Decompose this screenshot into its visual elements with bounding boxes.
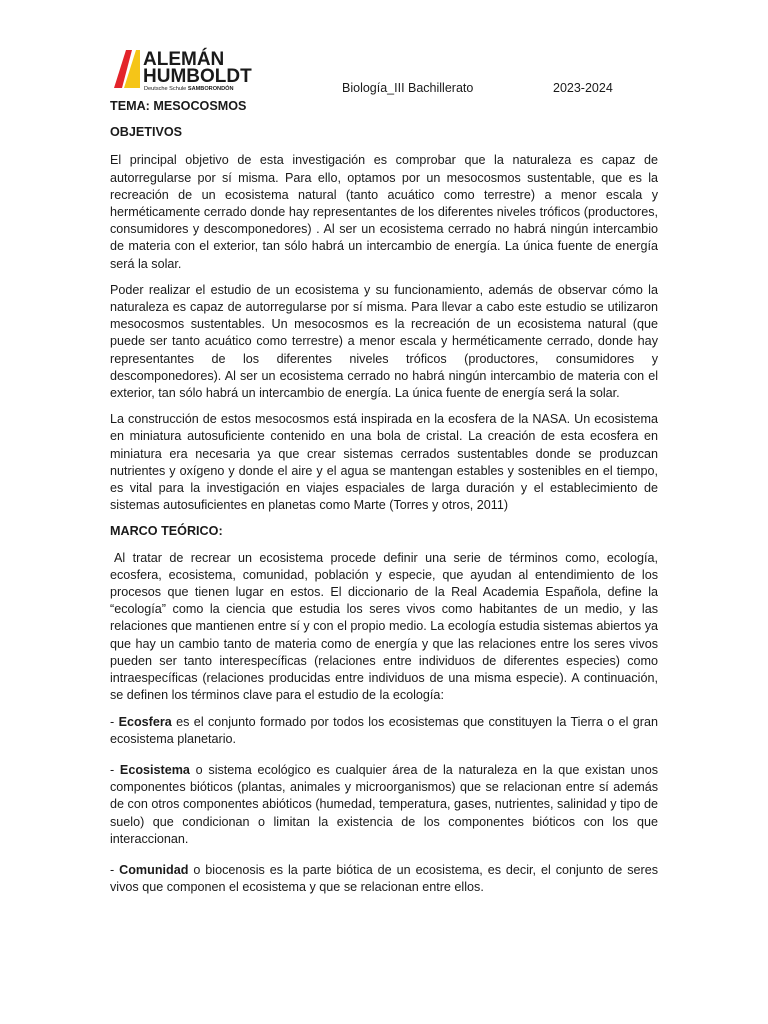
logo-tagline-b: SAMBORONDÓN — [187, 86, 234, 92]
header-subject: Biología_III Bachillerato — [342, 81, 474, 95]
definition-term: Ecosistema — [119, 762, 190, 777]
definition-comunidad — [110, 862, 658, 896]
definition-text: es el conjunto formado por todos los ecosistemas que constituyen la Tierra o el gran ecosistema planetario. — [110, 714, 658, 746]
definition-ecosistema — [110, 762, 658, 848]
definition-text: o sistema ecológico es cualquier área de la naturaleza en la que existan unos componentes bióticos (plantas, animales y microorganismos) que se relacionan entre sí además de con otros componentes abióticos (humedad, temperatura, gases, nutrientes, salinidad y tipo de suelo) que condicionan o limitan la existencia de los componentes bióticos con los que interaccionan. — [110, 762, 658, 846]
tema-heading: TEMA: MESOCOSMOS — [110, 99, 247, 113]
logo-tagline — [144, 84, 234, 92]
definition-term: Comunidad — [119, 862, 189, 877]
document-body — [110, 98, 658, 905]
definition-text: o biocenosis es la parte biótica de un ecosistema, es decir, el conjunto de seres vivos que componen el ecosistema y que se relacionan entre ellos. — [110, 862, 658, 895]
logo-mark — [112, 44, 262, 96]
header-year: 2023-2024 — [553, 81, 613, 95]
logo-line2: HUMBOLDT — [143, 66, 252, 87]
definition-prefix: - — [110, 762, 120, 777]
logo-line1: ALEMÁN — [143, 49, 225, 70]
logo-tagline-a: Deutsche Schule — [144, 86, 188, 92]
paragraph-objetivos-2: Poder realizar el estudio de un ecosistema y su funcionamiento, además de observar cómo la naturaleza es capaz de autorregularse por sí misma. Para llevar a cabo este estudio se utilizaron mesocosmos sustentables. Un mesocosmos es la recreación de un ecosistema natural (que puede ser tanto acuático como terrestre) a menor escala y herméticamente cerrado, donde hay representantes de los diferentes niveles tróficos (productores, consumidores y descomponedores). Al ser un ecosistema cerrado no habrá ningún intercambio de materia con el exterior, tan sólo habrá un intercambio de energía. La única fuente de energía será la solar. — [110, 282, 658, 401]
definition-ecosfera — [110, 714, 658, 748]
paragraph-objetivos-1: El principal objetivo de esta investigación es comprobar que la naturaleza es capaz de autorregularse por sí misma. Para ello, optamos por un mesocosmos sustentable, que es la recreación de un ecosistema natural (tanto acuático como terrestre) a menor escala y herméticamente cerrado donde hay representantes de los diferentes niveles tróficos (productores, consumidores y descomponedores) . Al ser un ecosistema cerrado no habrá ningún intercambio de materia con el exterior, tan sólo habrá un intercambio de energía. La única fuente de energía será la solar. — [110, 153, 658, 271]
definition-prefix: - — [110, 862, 120, 877]
paragraph-marco: Al tratar de recrear un ecosistema procede definir una serie de términos como, ecología, ecosfera, ecosistema, comunidad, población y especie, que ayudan al entendimiento de los procesos que tienen lugar en estos. El diccionario de la Real Academia Española, define la “ecología” como la ciencia que estudia los seres vivos como habitantes de un medio, y las relaciones que mantienen entre sí y con el propio medio. La ecología estudia sistemas abiertos ya que hay un cambio tanto de materia como de energía y que las relaciones entre los seres vivos pueden ser tanto interespecíficas (relaciones entre individuos de diferentes especies) como intraespecíficas (relaciones producidas entre individuos de una misma especie). A continuación, se definen los términos clave para el estudio de la ecología: — [110, 550, 658, 703]
paragraph-objetivos-3: La construcción de estos mesocosmos está inspirada en la ecosfera de la NASA. Un ecosistema en miniatura autosuficiente contenido en una bola de cristal. La creación de esta ecosfera en miniatura era necesaria ya que crear sistemas cerrados sustentables donde se produzcan nutrientes y oxígeno y donde el aire y el agua se mantengan estables y sostenibles en el tiempo, es vital para la investigación en viajes espaciales de larga duración y el establecimiento de sistemas autosuficientes en planetas como Marte (Torres y otros, 2011) — [110, 412, 658, 513]
definition-term: Ecosfera — [118, 714, 172, 729]
school-logo — [112, 44, 262, 96]
marco-heading: MARCO TEÓRICO: — [110, 524, 223, 539]
definition-prefix: - — [110, 714, 119, 729]
objetivos-heading: OBJETIVOS — [110, 125, 183, 140]
